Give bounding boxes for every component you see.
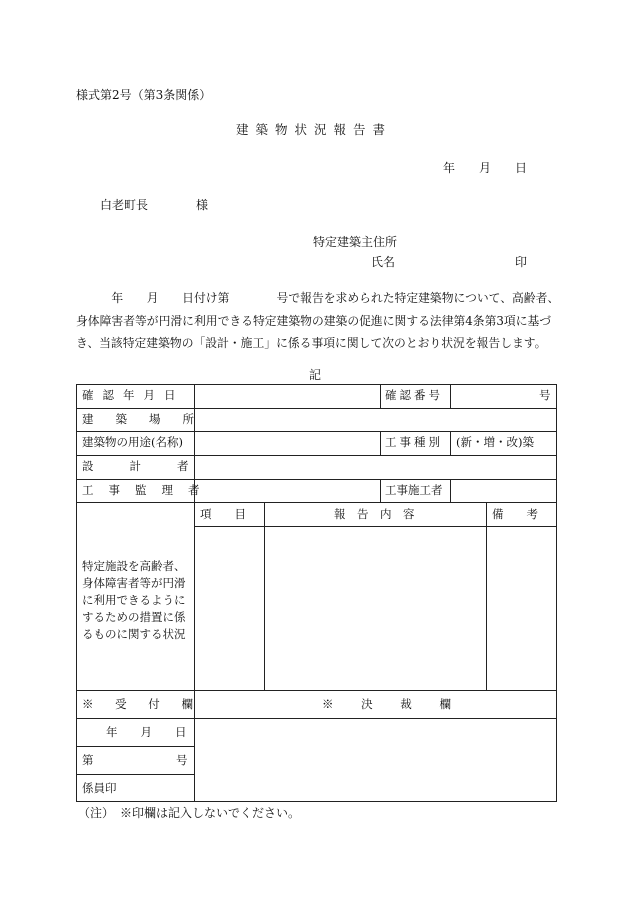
- use-label: 建築物の用途(名称): [82, 435, 183, 449]
- staff-seal-label: 係員印: [82, 781, 117, 795]
- confirm-date-label: [82, 389, 186, 402]
- designer-label: 設計者: [82, 459, 225, 473]
- status-line: 身体障害者等が円滑: [82, 576, 186, 590]
- status-line: るものに関する状況: [82, 627, 186, 641]
- reception-number-prefix: 第: [82, 753, 94, 767]
- report-table: [76, 384, 557, 802]
- report-body: [76, 287, 560, 355]
- reception-label: ※ 受 付 欄: [82, 697, 202, 711]
- status-line: 特定施設を高齢者、: [82, 559, 186, 573]
- form-number: 様式第2号（第3条関係）: [76, 88, 212, 102]
- confirm-number-label: 確認番号: [385, 388, 443, 402]
- body-line: 身体障害者等が円滑に利用できる特定建築物の建築の促進に関する法律第4条第3項に基づ: [76, 313, 552, 328]
- addressee: 白老町長 様: [100, 198, 209, 212]
- status-line: に利用できるように: [82, 593, 186, 607]
- status-label: [82, 558, 186, 643]
- number-suffix: 号: [539, 388, 551, 402]
- col-remarks-header: 備 考: [492, 507, 538, 521]
- body-line: 年 月 日付け第 号で報告を求められた特定建築物について、高齢者、: [76, 291, 560, 305]
- status-line: するための措置に係: [82, 610, 186, 624]
- reporter-address-label: 特定建築主住所: [313, 235, 398, 249]
- work-type-label: 工事種別: [385, 435, 443, 449]
- reception-date: 年 月 日: [106, 725, 187, 739]
- document-title: 建築物状況報告書: [236, 122, 393, 137]
- ki-heading: 記: [309, 368, 322, 382]
- decision-label: ※ 決 裁 欄: [322, 697, 463, 711]
- col-content-header: 報 告 内 容: [334, 507, 415, 521]
- contractor-label: 工事施工者: [385, 483, 443, 497]
- reporter-name-label: 氏名: [371, 255, 396, 269]
- body-line: き、当該特定建築物の「設計・施工」に係る事項に関して次のとおり状況を報告します。: [76, 336, 547, 350]
- reception-number-suffix: 号: [176, 753, 188, 767]
- work-type-value: (新・増・改)築: [456, 435, 534, 449]
- confirm-date-text: 確認年月日: [82, 388, 185, 402]
- seal-mark: 印: [515, 255, 528, 269]
- site-label: 建築場所: [82, 412, 216, 426]
- footnote: （注） ※印欄は記入しないでください。: [78, 806, 301, 820]
- col-item-header: 項 目: [200, 507, 246, 521]
- supervisor-label: 工事監理者: [82, 483, 215, 497]
- date-line: 年 月 日: [443, 161, 528, 175]
